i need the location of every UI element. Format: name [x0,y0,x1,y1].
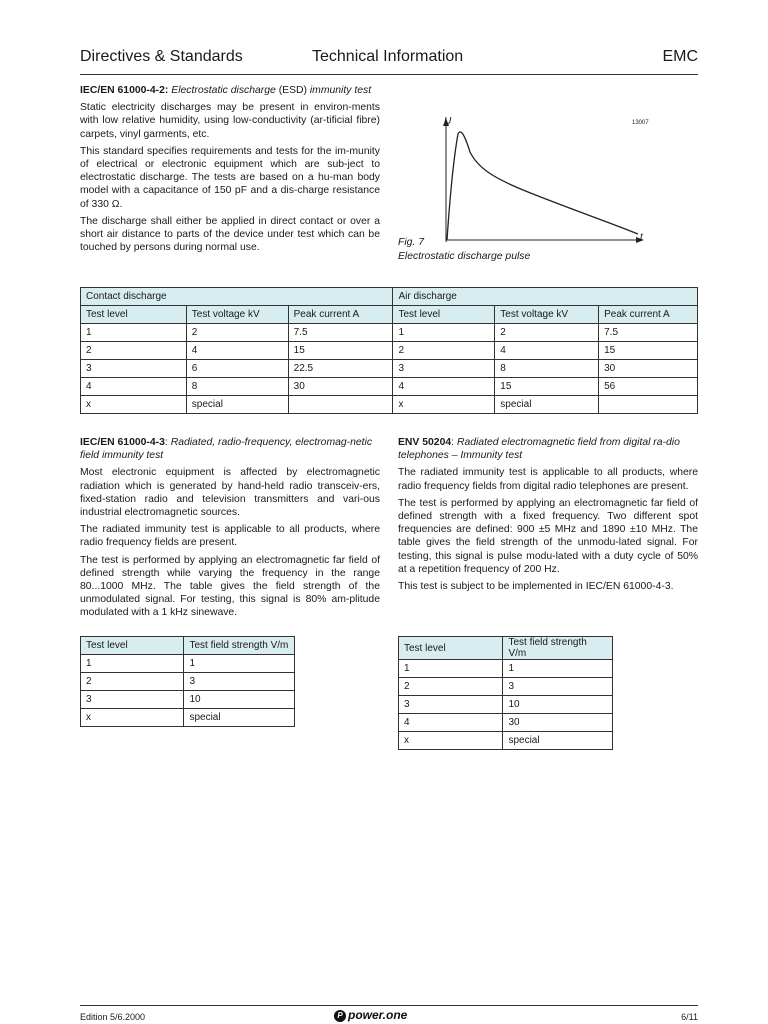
table-header-row [399,637,613,660]
table-cell: 1 [81,324,187,342]
table-cell: x [399,732,503,750]
esd-paragraph: This standard specifies requirements and tests for the im-munity of electrical or electronic equipment which are sub-ject to electrostatic discharge. The tests are based on a hu-man body model with a capacitance of 150 pF and a dis-charge resistance of 330 Ω. [80,145,380,210]
table-cell: 10 [503,696,613,714]
rf-standard: IEC/EN 61000-4-3 [80,437,165,448]
table-row [399,732,613,750]
env-title-italic: Radiated electromagnetic field from digital ra-dio telephones – Immunity test [398,437,680,462]
logo-text: power.one [348,1008,408,1022]
table-cell: 1 [503,660,613,678]
table-row [81,396,698,414]
table-cell: 3 [399,696,503,714]
table-cell: 4 [495,342,599,360]
esd-paragraph: The discharge shall either be applied in direct contact or over a short air distance to parts of the device under test which can be touched by persons during normal use. [80,215,380,254]
table-cell: 7.5 [288,324,393,342]
column-header: Test voltage kV [186,306,288,324]
table-cell: 6 [186,360,288,378]
edition-label: Edition 5/6.2000 [80,1012,146,1022]
table-cell: 2 [495,324,599,342]
table-cell: 3 [81,360,187,378]
table-row [399,696,613,714]
table-cell: 4 [393,378,495,396]
table-row [399,678,613,696]
table-cell: 3 [393,360,495,378]
env-test-table [398,636,613,750]
esd-pulse-graph [398,116,698,268]
table-cell: 3 [503,678,613,696]
table-cell: 8 [495,360,599,378]
table-cell: 15 [495,378,599,396]
column-header: Test voltage kV [495,306,599,324]
rf-paragraph: The test is performed by applying an electromagnetic far field of defined strength while varying the frequency in the range 80...1000 MHz. The table gives the field strength of the unmodulated signal. For testing, this signal is 80% am-plitude modulated with a 1 kHz sinewave. [80,554,380,619]
column-header: Test level [399,637,503,660]
table-cell: 4 [81,378,187,396]
table-row [81,342,698,360]
table-cell: 2 [81,673,184,691]
column-header: Test level [81,306,187,324]
page-number: 6/11 [681,1012,698,1022]
table-cell: 22.5 [288,360,393,378]
table-cell [288,396,393,414]
table-cell: special [503,732,613,750]
table-cell: 56 [599,378,698,396]
table-row [81,324,698,342]
rf-title-italic: Radiated, radio-frequency, electromag-netic field immunity test [80,437,373,462]
header-topic: Technical Information [312,48,464,65]
figure-code: 13007 [632,120,649,126]
pulse-curve [447,132,638,240]
env-section [398,436,698,597]
rf-paragraph: The radiated immunity test is applicable to all products, where radio frequency fields are present. [80,524,380,549]
esd-title-italic: Electrostatic discharge [171,85,276,96]
table-cell: 10 [184,691,295,709]
table-row [81,378,698,396]
contact-discharge-header: Contact discharge [81,288,393,306]
company-logo [334,1008,407,1022]
table-cell: 1 [81,655,184,673]
table-cell: special [186,396,288,414]
table-cell: 1 [399,660,503,678]
esd-section [80,84,380,258]
table-row [81,691,295,709]
table-cell: 2 [186,324,288,342]
table-cell: 3 [81,691,184,709]
table-row [81,673,295,691]
table-cell: x [81,396,187,414]
table-cell: 30 [503,714,613,732]
rf-paragraph: Most electronic equipment is affected by electromagnetic radiation which is generated by hand-held radio transceiv-ers, fixed-station radio and television transmitters and vari-ous industrial electromagnetic sources. [80,467,380,519]
table-header-row [81,306,698,324]
table-cell: special [184,709,295,727]
column-header: Peak current A [288,306,393,324]
esd-paragraph: Static electricity discharges may be present in environ-ments with low relative humidity, using low-conductivity (ar-tificial fibre) carpets, vinyl garments, etc. [80,102,380,140]
esd-test-table [80,287,698,414]
table-row [81,360,698,378]
table-cell: 1 [393,324,495,342]
env-paragraph: The test is performed by applying an electromagnetic far field of defined strength with a fixed frequency. Two different spot frequencies are defined: 900 ±5 MHz and 1890 ±10 MHz. The table gives the field strength of the unmodu-lated signal. For testing, this signal is pulse modu-lated with a duty cycle of 50% at a repetition frequency of 200 Hz. [398,497,698,575]
axis-t-label: t [640,232,643,243]
table-cell: x [81,709,184,727]
table-cell: 15 [288,342,393,360]
table-cell: 4 [399,714,503,732]
figure-caption: Electrostatic discharge pulse [398,251,531,262]
page-header [80,48,698,70]
table-row [81,655,295,673]
table-cell: x [393,396,495,414]
table-row [81,709,295,727]
table-cell: 30 [599,360,698,378]
esd-title-paren: (ESD) [278,85,307,96]
esd-pulse-figure [398,116,698,268]
table-cell: 15 [599,342,698,360]
axis-u-label: U [444,116,452,127]
env-standard: ENV 50204 [398,437,452,448]
table-cell: 3 [184,673,295,691]
table-header-row [81,637,295,655]
table-row [399,660,613,678]
column-header: Test field strength V/m [503,637,613,660]
logo-mark-icon: P [334,1010,346,1022]
footer-divider [80,1005,698,1006]
air-discharge-header: Air discharge [393,288,698,306]
figure-number: Fig. 7 [398,237,424,248]
env-paragraph: The radiated immunity test is applicable to all products, where radio frequency fields from digital radio telephones are present. [398,467,698,492]
rf-heading: IEC/EN 61000-4-3: Radiated, radio-frequency, electromag-netic field immunity test [80,437,373,462]
header-divider [80,74,698,75]
header-section: Directives & Standards [80,48,243,65]
table-cell: 4 [186,342,288,360]
table-cell: 7.5 [599,324,698,342]
table-group-row [81,288,698,306]
table-cell: 1 [184,655,295,673]
env-heading: ENV 50204: Radiated electromagnetic field from digital ra-dio telephones – Immunity test [398,437,680,462]
rf-section [80,436,380,624]
esd-heading [80,84,380,97]
table-cell: 2 [399,678,503,696]
esd-standard: IEC/EN 61000-4-2: [80,85,169,96]
table-cell: 2 [81,342,187,360]
column-header: Test level [393,306,495,324]
table-cell [599,396,698,414]
table-cell: 8 [186,378,288,396]
column-header: Peak current A [599,306,698,324]
rf-test-table [80,636,295,727]
table-cell: 2 [393,342,495,360]
header-category: EMC [662,48,698,65]
column-header: Test field strength V/m [184,637,295,655]
env-paragraph: This test is subject to be implemented in IEC/EN 61000-4-3. [398,581,674,593]
esd-title-italic2: immunity test [309,85,372,96]
column-header: Test level [81,637,184,655]
table-cell: 30 [288,378,393,396]
table-row [399,714,613,732]
table-cell: special [495,396,599,414]
